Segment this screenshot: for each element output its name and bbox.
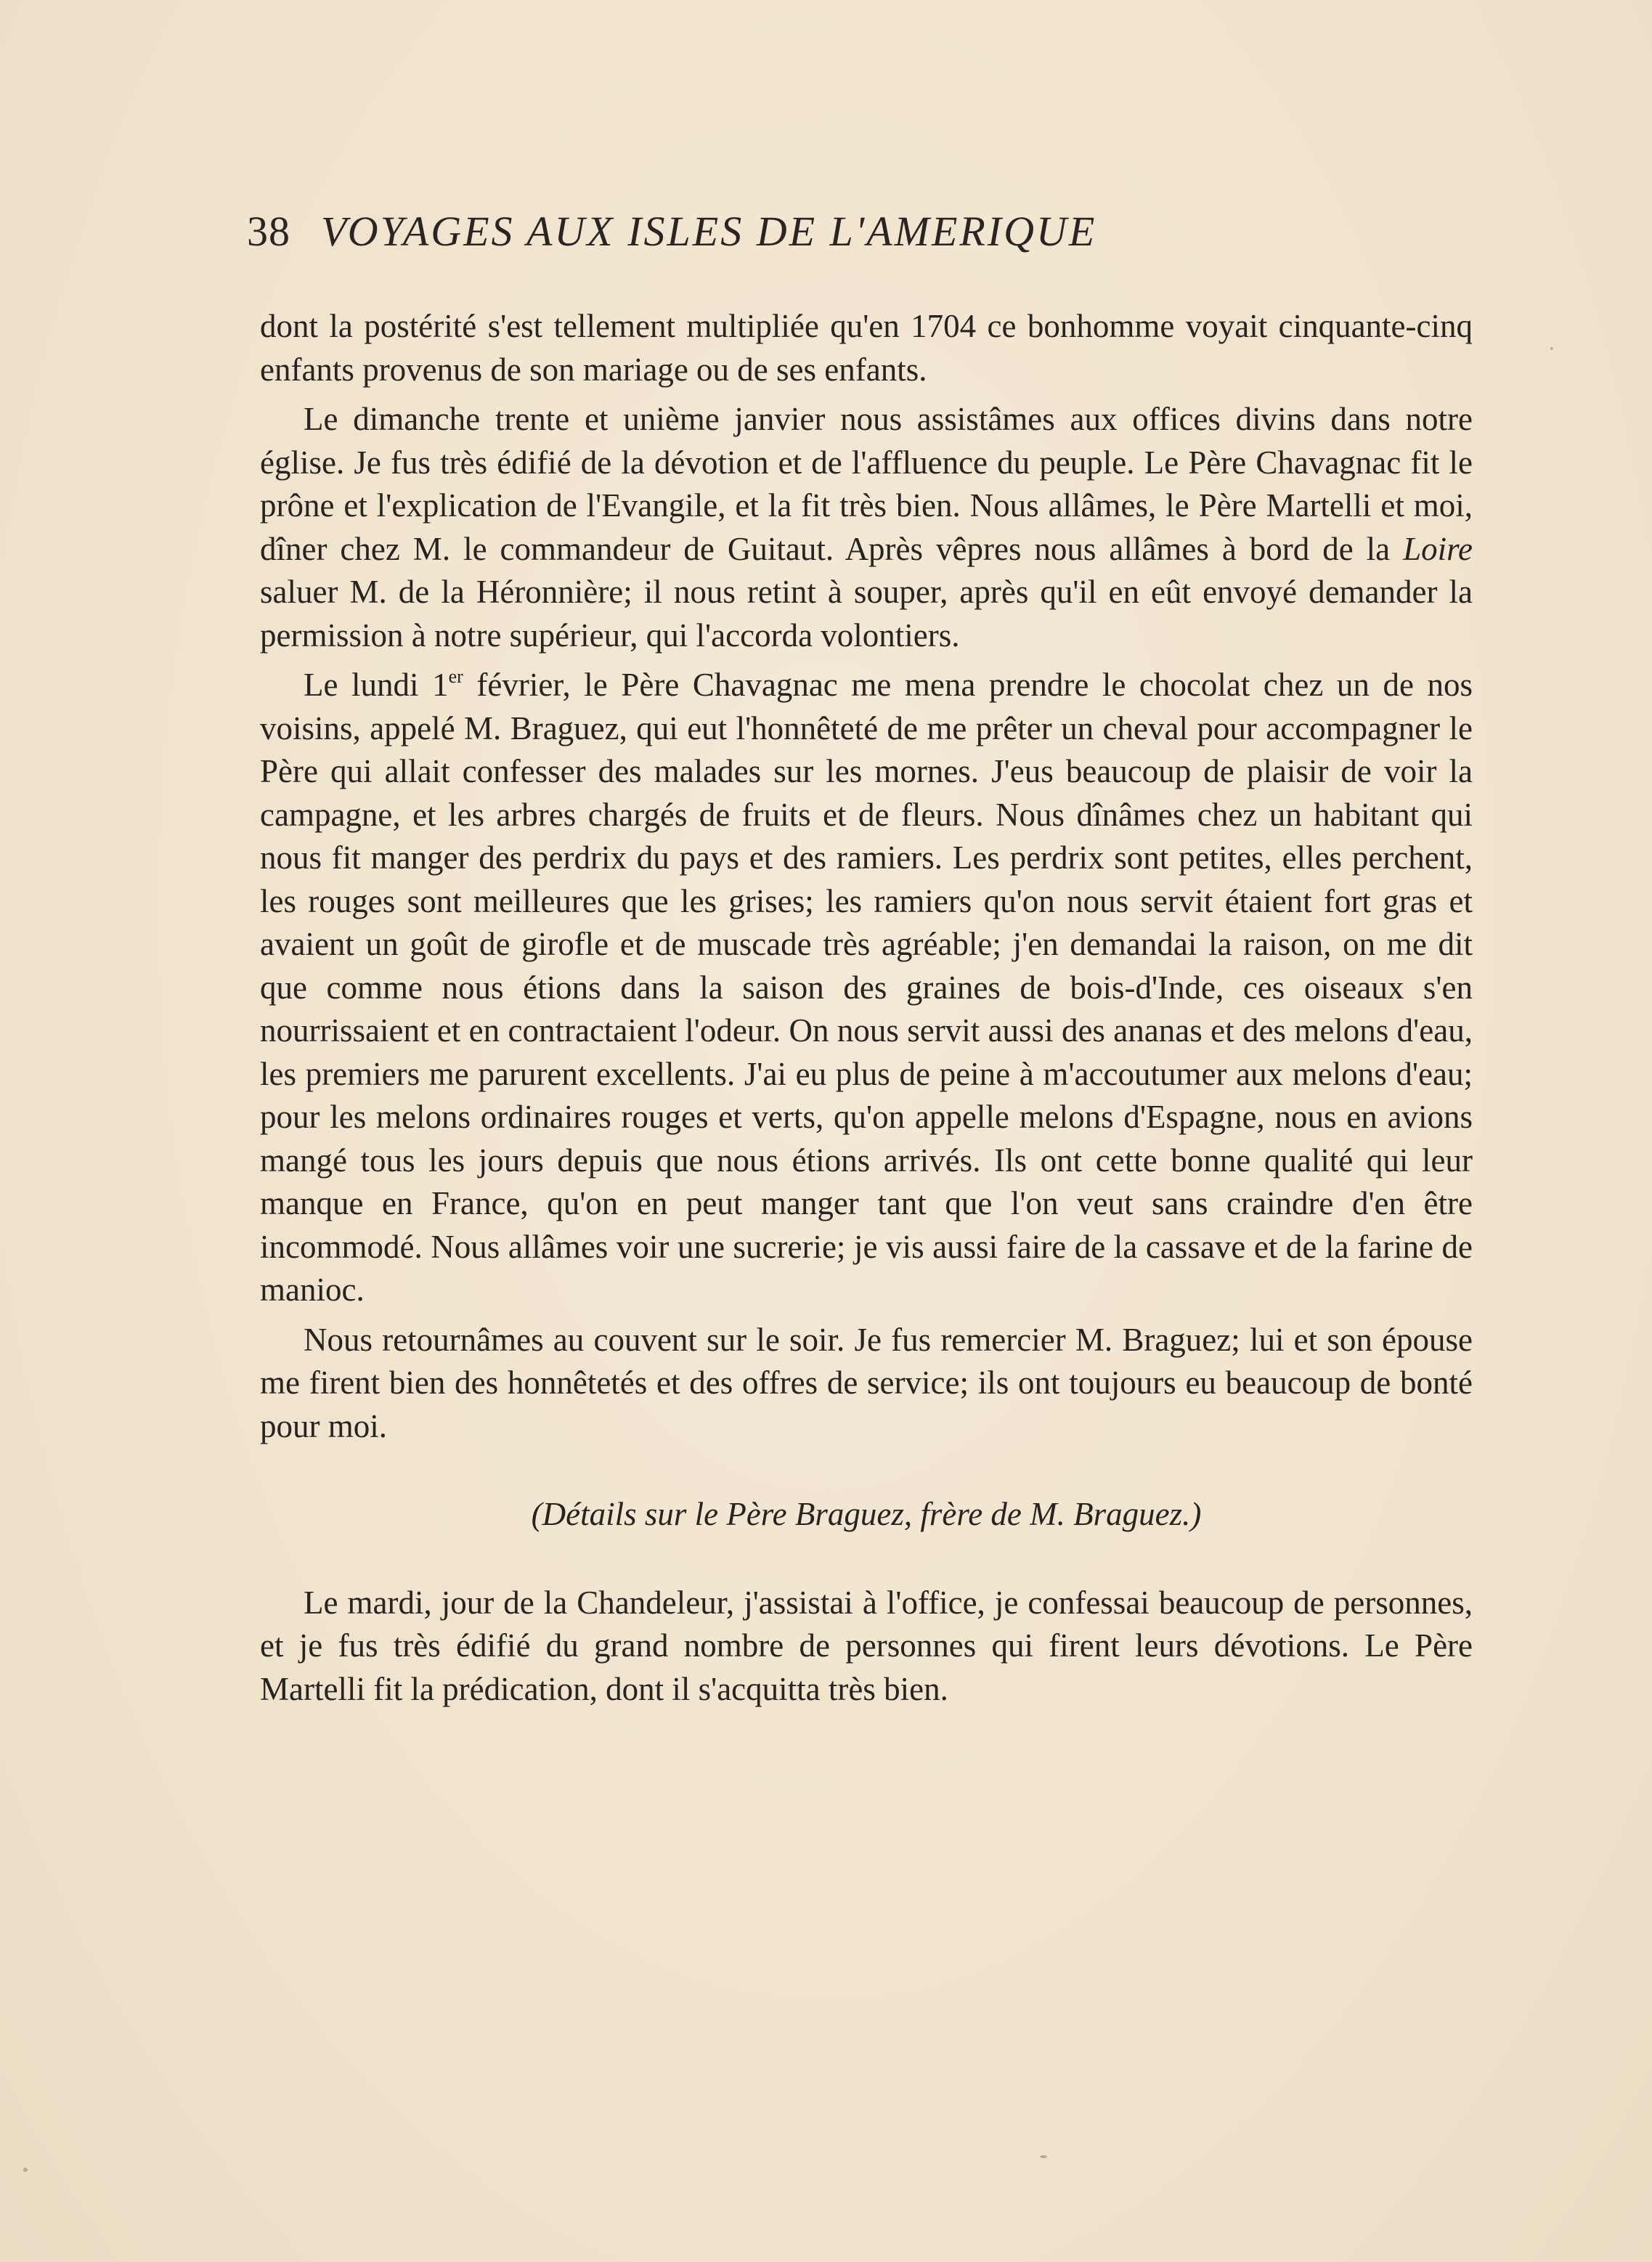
paragraph-3-part-2: février, le Père Chavagnac me mena prendre le chocolat chez un de nos voisins, appelé M. Braguez, qui eut l'honnêteté de me prêter un cheval pour accompagner le Père qui allait confesser des malades sur les mornes. J'eus beaucoup de plaisir de voir la campagne, et les arbres chargés de fruits et de fleurs. Nous dînâmes chez un habitant qui nous fit manger des perdrix du pays et des ramiers. Les perdrix sont petites, elles perchent, les rouges sont meilleures que les grises; les ramiers qu'on nous servit étaient fort gras et avaient un goût de girofle et de muscade très agréable; j'en demandai la raison, on me dit que comme nous étions dans la saison des graines de bois-d'Inde, ces oiseaux s'en nourrissaient et en contractaient l'odeur. On nous servit aussi des ananas et des melons d'eau, les premiers me parurent excellents. J'ai eu plus de peine à m'accoutumer aux melons d'eau; pour les melons ordinaires rouges et verts, qu'on appelle melons d'Espagne, nous en avions mangé tous les jours depuis que nous étions arrivés. Ils ont cette bonne qualité qui leur manque en France, qu'on en peut manger tant que l'on veut sans craindre d'en être incommodé. Nous allâmes voir une sucrerie; je vis aussi faire de la cassave et de la farine de manioc. bbox=[260, 667, 1473, 1308]
body-text bbox=[260, 305, 1473, 1711]
paragraph-2-part-2: saluer M. de la Héronnière; il nous retint à souper, après qu'il en eût envoyé demander la permission à notre supérieur, qui l'accorda volontiers. bbox=[260, 574, 1473, 654]
paragraph-3 bbox=[260, 664, 1473, 1312]
paragraph-1: dont la postérité s'est tellement multipliée qu'en 1704 ce bonhomme voyait cinquante-cinq enfants provenus de son mariage ou de ses enfants. bbox=[260, 308, 1473, 388]
paragraph-3-part-1: Le lundi 1 bbox=[304, 667, 449, 703]
running-title: VOYAGES AUX ISLES DE L'AMERIQUE bbox=[321, 208, 1097, 255]
paragraph-4: Nous retournâmes au couvent sur le soir. Je fus remercier M. Braguez; lui et son épouse me firent bien des honnêtetés et des offres de service; ils ont toujours eu beaucoup de bonté pour moi. bbox=[260, 1321, 1473, 1444]
page-number: 38 bbox=[247, 208, 290, 255]
paper-speck bbox=[23, 2168, 28, 2172]
ship-name: Loire bbox=[1403, 530, 1473, 567]
paper-speck bbox=[1040, 2155, 1047, 2158]
paragraph-5: Le mardi, jour de la Chandeleur, j'assistai à l'office, je confessai beaucoup de personnes, et je fus très édifié du grand nombre de personnes qui firent leurs dévotions. Le Père Martelli fit la prédication, dont il s'acquitta très bien. bbox=[260, 1584, 1473, 1707]
paper-speck bbox=[1550, 347, 1553, 350]
running-head bbox=[247, 207, 1510, 265]
ordinal-superscript: er bbox=[448, 666, 463, 687]
paragraph-2 bbox=[260, 398, 1473, 657]
editorial-note: (Détails sur le Père Braguez, frère de M. Braguez.) bbox=[531, 1496, 1202, 1532]
paragraph-2-part-1: Le dimanche trente et unième janvier nous assistâmes aux offices divins dans notre église. Je fus très édifié de la dévotion et de l'affluence du peuple. Le Père Chavagnac fit le prône et l'explication de l'Evangile, et la fit très bien. Nous allâmes, le Père Martelli et moi, dîner chez M. le commandeur de Guitaut. Après vêpres nous allâmes à bord de la bbox=[260, 401, 1473, 567]
